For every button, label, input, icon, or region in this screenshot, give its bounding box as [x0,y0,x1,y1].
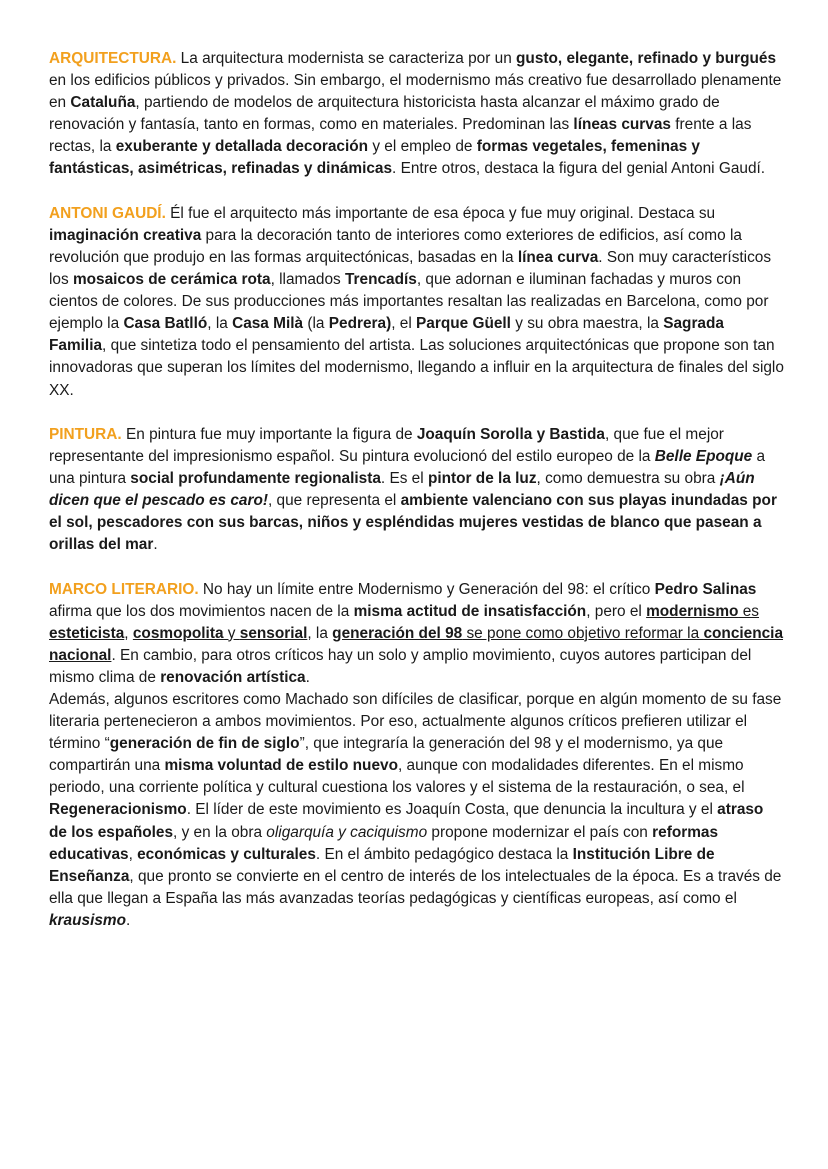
section-heading: PINTURA. [49,425,122,443]
text-run: Trencadís [345,271,417,289]
text-run: líneas curvas [573,116,671,134]
text-run: Sagrada Familia [49,315,724,355]
text-run: Regeneracionismo [49,801,187,819]
text-run: , la [207,315,233,333]
text-run: , la [307,624,333,642]
text-run: esteticista [49,624,125,642]
text-run: y su obra maestra, la [510,315,664,333]
text-run: , que adornan e iluminan fachadas y muros con cientos de colores. De sus producciones más importantes resaltan las realizadas en Barcelona, como por ejemplo la [49,271,769,333]
text-run: Pedrera) [328,315,392,333]
text-run: . [305,668,310,686]
text-run: . [126,911,131,929]
text-run: La arquitectura modernista se caracteriza por un [176,50,517,67]
text-run: , pero el [586,602,647,620]
text-run: Casa Batlló [123,315,208,333]
text-run: para la decoración tanto de interiores como exteriores de edificios, así como la revolución que produjo en las formas arquitectónicas, basadas en la [49,226,742,266]
text-run: . Entre otros, destaca la figura del genial Antoni Gaudí. [392,160,766,178]
text-run: , aunque con modalidades diferentes. En el mismo periodo, una corriente política y cultural cuestiona los valores y el sistema de la restauración, o sea, el [49,757,745,797]
text-run: . Son muy característicos los [49,248,772,289]
text-run: generación del 98 [332,624,463,642]
text-run: renovación artística [160,668,306,686]
text-run: línea curva [517,248,599,266]
text-run: . [153,536,158,554]
text-run: formas vegetales, femeninas y fantásticas, asimétricas, refinadas y dinámicas [49,138,700,178]
text-run: Joaquín Sorolla y Bastida [416,425,605,443]
text-run: ”, que integraría la generación del 98 y el modernismo, ya que compartirán una [49,735,724,775]
text-run: No hay un límite entre Modernismo y Generación del 98: el crítico [198,580,655,598]
text-run: pintor de la luz [427,469,537,487]
text-run: afirma que los dos movimientos nacen de la [49,602,354,620]
text-run: gusto, elegante, refinado y burgués [516,50,777,67]
text-run: exuberante y detallada decoración [115,138,369,156]
text-run: ¡Aún dicen que el pescado es caro! [49,469,755,510]
text-run: En pintura fue muy importante la figura de [121,425,417,443]
text-run: conciencia nacional [49,624,784,664]
text-run: Casa Milà [232,315,304,333]
text-run: , [124,624,133,642]
text-run: propone modernizar el país con [427,823,653,841]
text-run: (la [303,315,329,333]
text-run: modernismo [646,602,739,620]
text-run: en los edificios públicos y privados. Sin embargo, el modernismo más creativo fue desarrollado plenamente en [49,72,782,112]
text-run: generación de fin de siglo [109,735,300,753]
text-run: a una pintura [49,447,766,487]
text-run: y [223,624,240,642]
text-run: social profundamente regionalista [130,469,381,487]
text-run: Cataluña [70,94,136,112]
text-run: . El líder de este movimiento es Joaquín Costa, que denuncia la incultura y el [186,801,718,819]
text-run: sensorial [239,624,308,642]
text-run: se pone como objetivo reformar la [462,624,704,642]
section-heading: MARCO LITERARIO. [49,580,199,598]
text-run: , [128,845,138,863]
text-run: misma voluntad de estilo nuevo [164,757,398,775]
text-run: Él fue el arquitecto más importante de esa época y fue muy original. Destaca su [165,204,716,222]
text-run: misma actitud de insatisfacción [353,602,587,620]
text-run: cosmopolita [132,624,224,642]
text-run: Además, algunos escritores como Machado son difíciles de clasificar, porque en algún momento de su fase literaria pertenecieron a ambos movimientos. Por eso, actualmente algunos críticos prefieren utilizar el término “ [49,691,782,753]
paragraph-antoni-gaudi [49,203,784,402]
text-run: reformas educativas [49,823,719,863]
section-heading: ANTONI GAUDÍ. [49,204,166,222]
text-run: Belle Epoque [654,447,753,465]
text-run: oligarquía y caciquismo [266,823,428,841]
text-run: , que representa el [267,492,401,510]
text-run: Parque Güell [416,315,511,333]
text-run: ambiente valenciano con sus playas inundadas por el sol, pescadores con sus barcas, niños y espléndidas mujeres vestidas de blanco que pasean a orillas del mar [49,492,777,554]
text-run: . En el ámbito pedagógico destaca la [315,845,573,863]
text-run: . Es el [380,469,428,487]
paragraph-arquitectura [49,48,784,181]
text-run: mosaicos de cerámica rota [72,271,271,289]
text-run: frente a las rectas, la [49,116,752,156]
paragraph-pintura [49,424,784,557]
text-run: , llamados [270,271,345,289]
paragraph-marco-literario [49,579,784,689]
section-heading: ARQUITECTURA. [49,50,177,67]
document-body [49,48,784,954]
text-run: atraso de los españoles [49,801,764,841]
text-run: económicas y culturales [137,845,316,863]
text-run: , que sintetiza todo el pensamiento del artista. Las soluciones arquitectónicas que propone son tan innovadoras que superan los límites del modernismo, llegando a influir en la arquitectura de finales del siglo XX. [49,337,784,399]
text-run: , partiendo de modelos de arquitectura historicista hasta alcanzar el máximo grado de renovación y fantasía, tanto en formas, como en materiales. Predominan las [49,94,720,134]
text-run: , que pronto se convierte en el centro de interés de los intelectuales de la época. Es a través de ella que llegan a España las más avanzadas teorías pedagógicas y científicas europeas, así como el [49,867,782,907]
text-run: , y en la obra [173,823,267,841]
text-run: Institución Libre de Enseñanza [49,845,715,885]
text-run: es [738,602,759,620]
text-run: , que fue el mejor representante del impresionismo español. Su pintura evolucionó del estilo europeo de la [49,425,724,465]
paragraph-ademas [49,689,784,932]
text-run: y el empleo de [368,138,477,156]
text-run: imaginación creativa [49,226,202,244]
text-run: krausismo [49,911,126,929]
text-run: Pedro Salinas [654,580,757,598]
text-run: . En cambio, para otros críticos hay un solo y amplio movimiento, cuyos autores participan del mismo clima de [49,646,752,686]
text-run: , como demuestra su obra [536,469,720,487]
text-run: , el [391,315,417,333]
